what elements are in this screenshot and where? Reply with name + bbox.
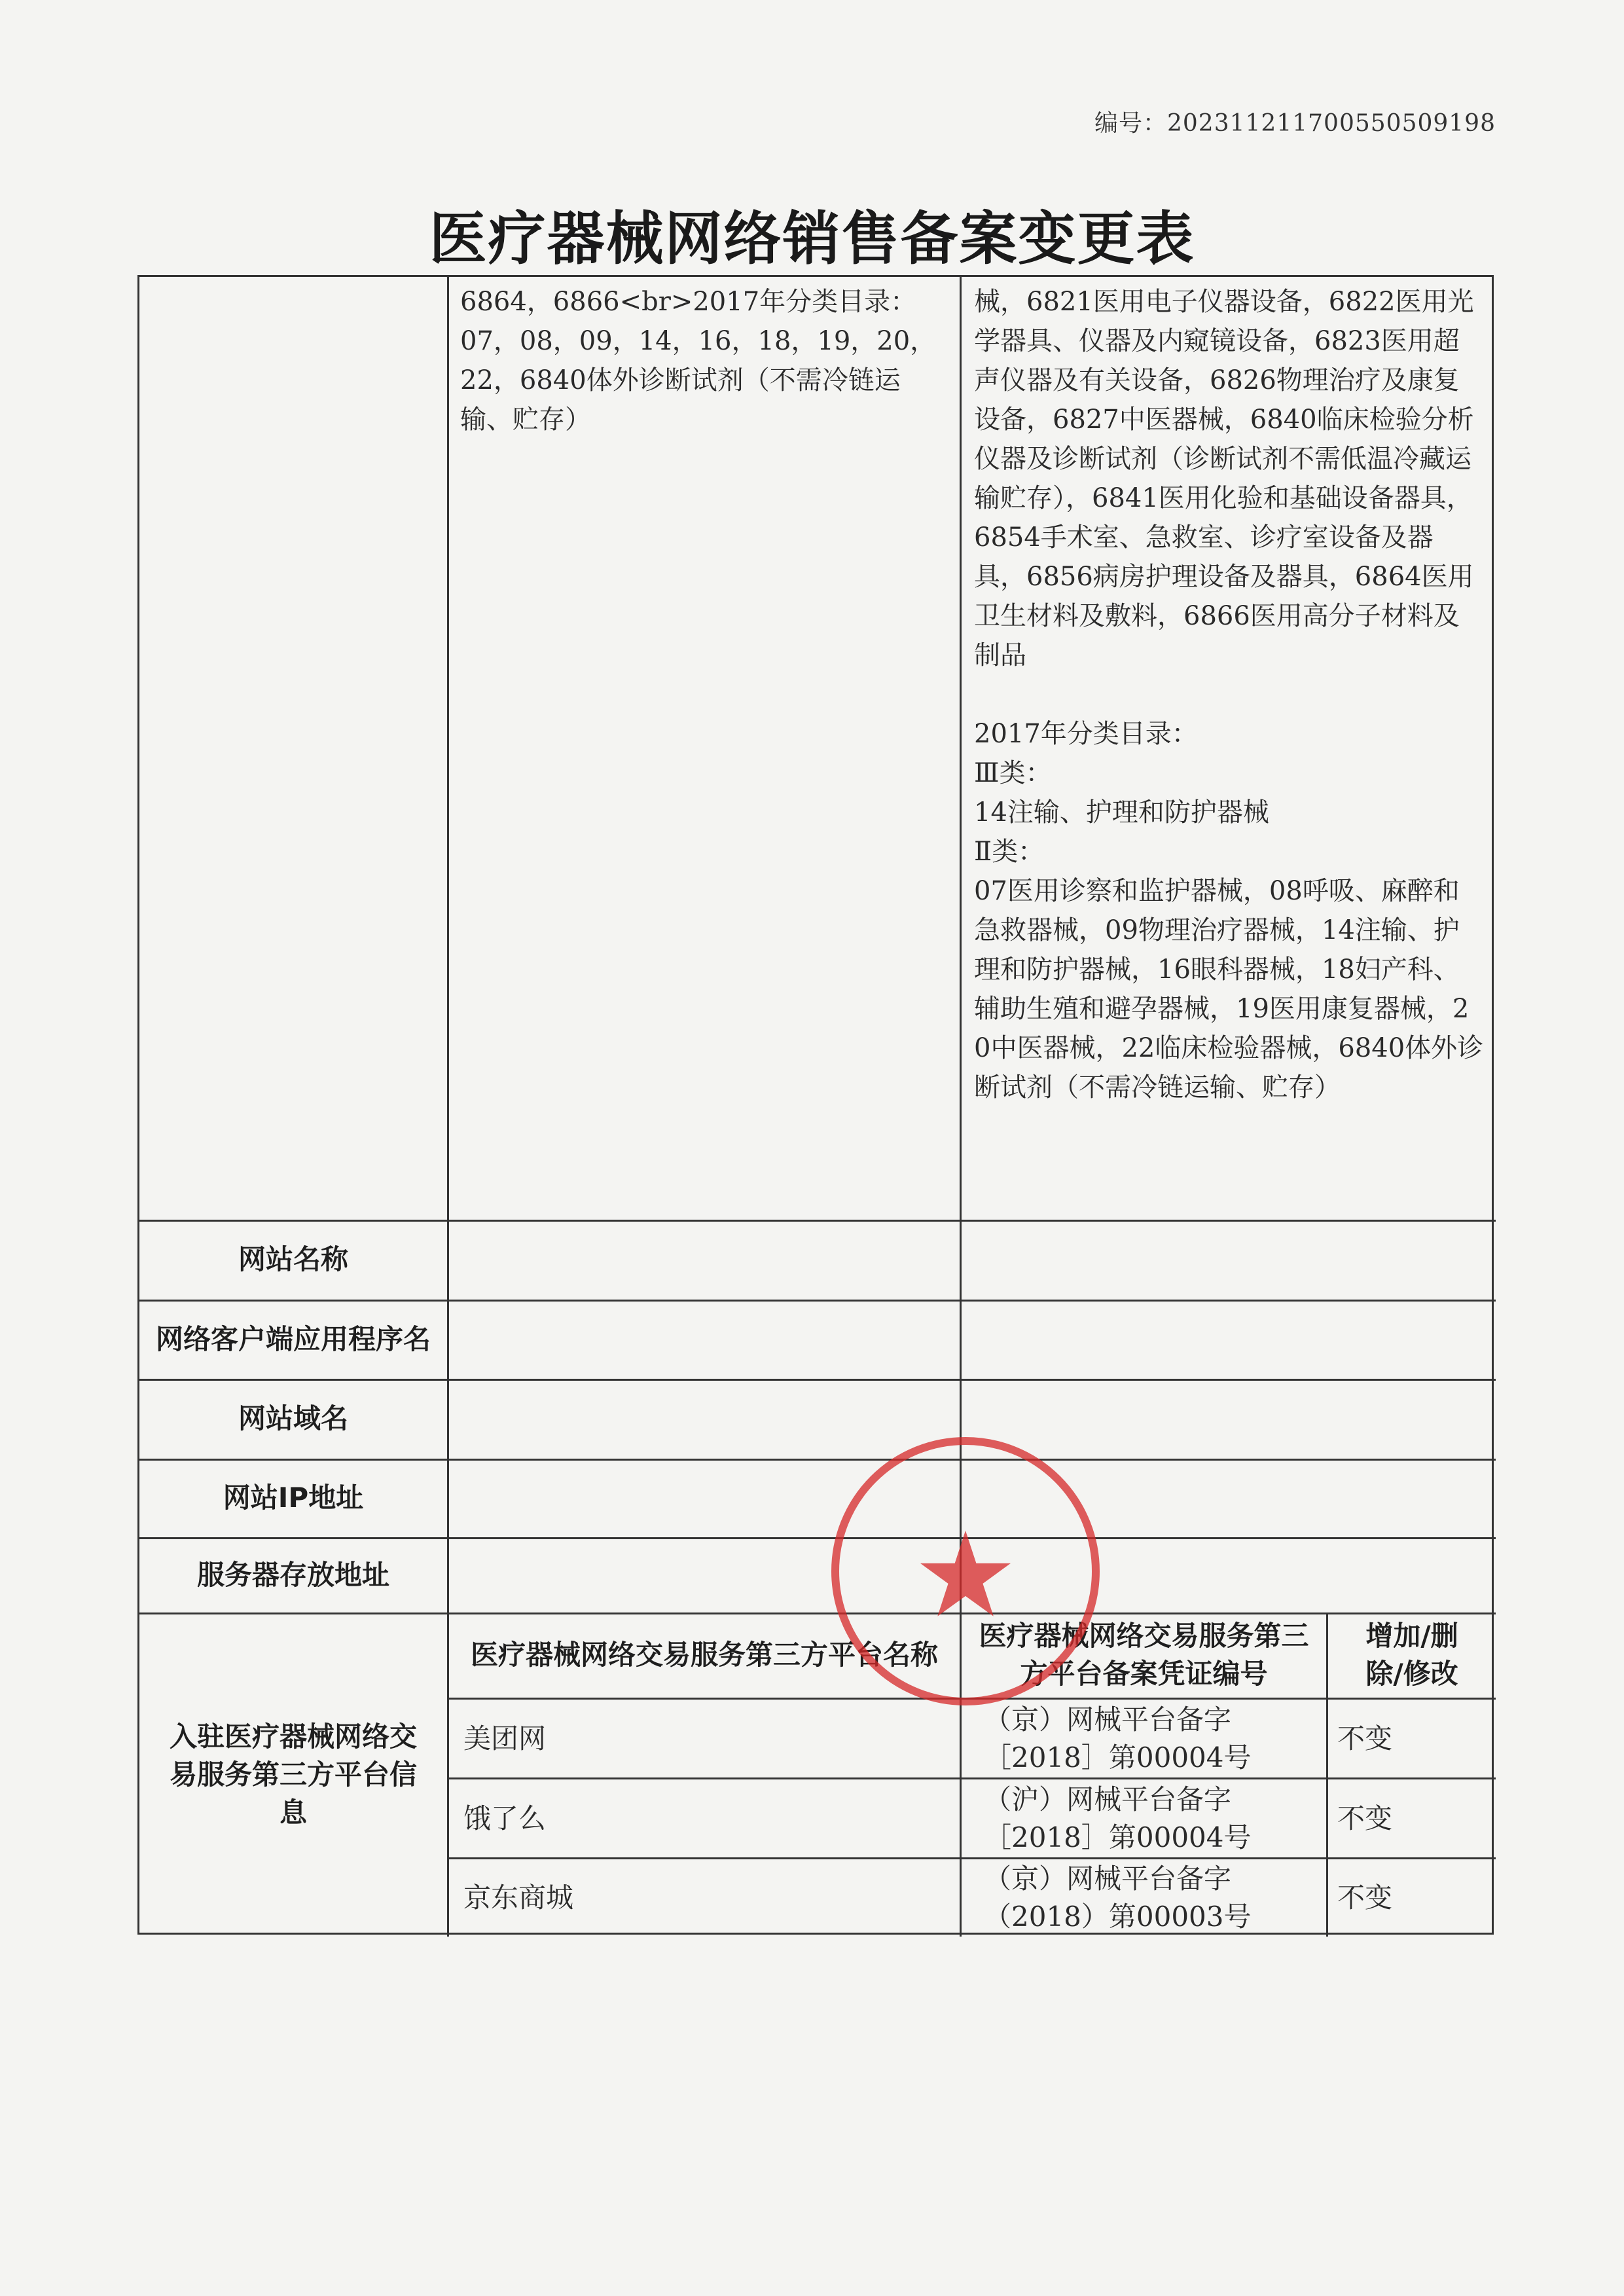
website-domain-label: 网站域名 — [238, 1402, 348, 1434]
website-ip-label: 网站IP地址 — [223, 1482, 364, 1514]
platform-name-cell: 京东商城 — [463, 1882, 574, 1914]
company-seal-stamp — [831, 1437, 1100, 1705]
change-type-header: 增加/删除/修改 — [1365, 1620, 1458, 1690]
platform-name-cell: 饿了么 — [463, 1802, 547, 1834]
scope-before-cell: 6864，6866<br>2017年分类目录： 07，08，09，14，16，18，19，20，22，6840体外诊断试剂（不需冷链运输、贮存） — [460, 287, 937, 435]
filing-number-cell: （京）网械平台备字［2018］第00004号 — [984, 1703, 1252, 1774]
change-type-cell: 不变 — [1337, 1802, 1393, 1834]
filing-number-cell: （沪）网械平台备字［2018］第00004号 — [984, 1783, 1252, 1853]
filing-number-header: 医疗器械网络交易服务第三方平台备案凭证编号 — [979, 1620, 1309, 1690]
platform-section-label: 入驻医疗器械网络交易服务第三方平台信息 — [169, 1720, 417, 1829]
change-type-cell: 不变 — [1337, 1882, 1393, 1914]
scope-after-cell: 械，6821医用电子仪器设备，6822医用光学器具、仪器及内窥镜设备，6823医用超声仪器及有关设备，6826物理治疗及康复设备，6827中医器械，6840临床检验分析仪器及诊断试剂（诊断试剂不需低温冷藏运输贮存），6841医用化验和基础设备器具，6854手术室、急救室、诊疗室设备及器具，6856病房护理设备及器具，6864医用卫生材料及敷料，6866医用高分子材料及制品 2017年分类目录： Ⅲ类： 14注输、护理和防护器械 Ⅱ类： 07医用诊察和监护器械，08呼吸、麻醉和急救器械，09物理治疗器械，14注输、护理和防护器械，16眼科器械，18妇产科、辅助生殖和避孕器械，19医用康复器械，20中医器械，22临床检验器械，6840体外诊断试剂（不需冷链运输、贮存） — [974, 287, 1484, 1102]
website-name-label: 网站名称 — [238, 1243, 348, 1275]
document-number: 编号：20231121170055050919​8 — [1094, 110, 1496, 137]
change-form-table — [137, 275, 1494, 1935]
platform-name-cell: 美团网 — [463, 1722, 547, 1755]
page-title: 医疗器械网络销售备案变更表 — [429, 205, 1195, 272]
client-app-name-label: 网络客户端应用程序名 — [155, 1322, 431, 1355]
platform-name-header: 医疗器械网络交易服务第三方平台名称 — [470, 1639, 938, 1671]
seal-star-icon: ★ — [912, 1507, 1019, 1644]
filing-number-cell: （京）网械平台备字（2018）第00003号 — [984, 1863, 1252, 1933]
change-type-cell: 不变 — [1337, 1722, 1393, 1755]
server-location-label: 服务器存放地址 — [196, 1558, 389, 1591]
